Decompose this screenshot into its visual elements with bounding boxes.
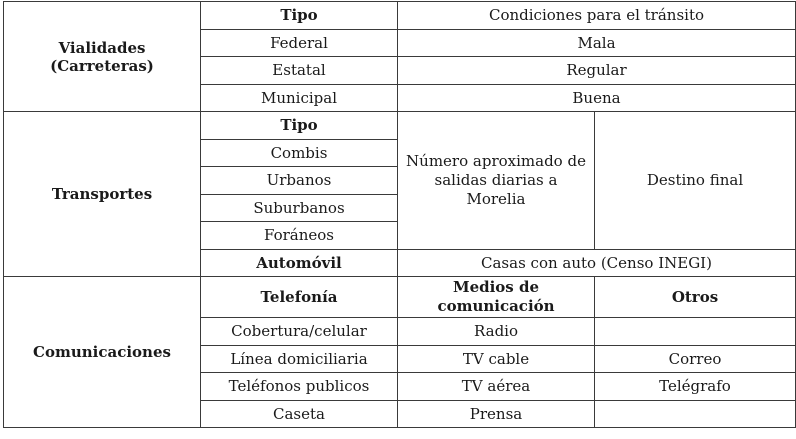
comunicaciones-col-medios: Medios de comunicación xyxy=(398,277,595,318)
vialidad-tipo: Municipal xyxy=(201,84,398,112)
automovil-value: Casas con auto (Censo INEGI) xyxy=(398,249,796,277)
medios-item: Radio xyxy=(398,318,595,346)
vialidad-condicion: Buena xyxy=(398,84,796,112)
telefonia-item: Línea domiciliaria xyxy=(201,345,398,373)
transportes-col-salidas: Número aproximado de salidas diarias a Morelia xyxy=(398,112,595,250)
vialidades-header-row xyxy=(4,2,796,30)
telefonia-item: Caseta xyxy=(201,400,398,428)
transporte-tipo: Suburbanos xyxy=(201,194,398,222)
vialidad-tipo: Federal xyxy=(201,29,398,57)
vialidades-col-tipo: Tipo xyxy=(201,2,398,30)
medios-item: TV aérea xyxy=(398,373,595,401)
transportes-col-destino: Destino final xyxy=(595,112,796,250)
comunicaciones-header-row xyxy=(4,277,796,318)
otros-item: Telégrafo xyxy=(595,373,796,401)
transporte-tipo: Combis xyxy=(201,139,398,167)
otros-item: Correo xyxy=(595,345,796,373)
otros-item xyxy=(595,400,796,428)
vialidades-section-label: Vialidades (Carreteras) xyxy=(4,2,201,112)
transportes-col-tipo: Tipo xyxy=(201,112,398,140)
comunicaciones-col-otros: Otros xyxy=(595,277,796,318)
infrastructure-table xyxy=(3,1,796,428)
automovil-label: Automóvil xyxy=(201,249,398,277)
telefonia-item: Teléfonos publicos xyxy=(201,373,398,401)
transportes-section-label: Transportes xyxy=(4,112,201,277)
vialidad-condicion: Regular xyxy=(398,57,796,85)
transportes-header-row xyxy=(4,112,796,140)
telefonia-item: Cobertura/celular xyxy=(201,318,398,346)
vialidad-condicion: Mala xyxy=(398,29,796,57)
medios-item: Prensa xyxy=(398,400,595,428)
transporte-tipo: Urbanos xyxy=(201,167,398,195)
medios-item: TV cable xyxy=(398,345,595,373)
vialidades-col-condiciones: Condiciones para el tránsito xyxy=(398,2,796,30)
transporte-tipo: Foráneos xyxy=(201,222,398,250)
comunicaciones-col-telefonia: Telefonía xyxy=(201,277,398,318)
vialidad-tipo: Estatal xyxy=(201,57,398,85)
comunicaciones-section-label: Comunicaciones xyxy=(4,277,201,428)
otros-item xyxy=(595,318,796,346)
